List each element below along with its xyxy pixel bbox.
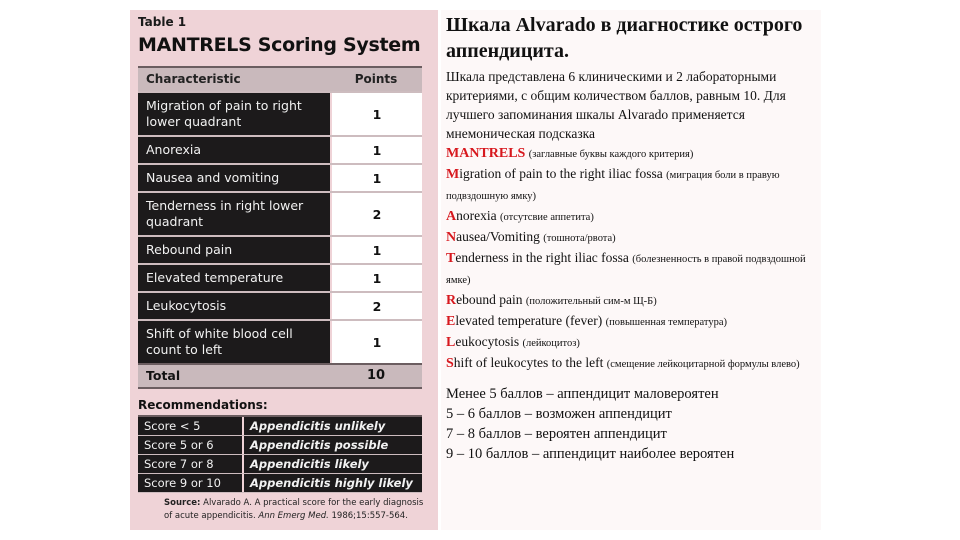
criterion-note: (смещение лейкоцитарной формулы влево) — [606, 359, 800, 370]
recommendation-score: Score 9 or 10 — [138, 474, 242, 492]
row-points: 1 — [332, 237, 422, 263]
mantrels-card — [130, 10, 438, 530]
criterion-line — [446, 227, 817, 248]
table-label: Table 1 — [138, 15, 187, 29]
criterion-line — [446, 248, 817, 290]
source-citation — [138, 497, 430, 523]
total-value: 10 — [366, 368, 386, 383]
row-characteristic: Migration of pain to right lower quadrant — [138, 93, 330, 135]
score-interpretation: Менее 5 баллов – аппендицит маловероятен — [446, 386, 719, 402]
row-characteristic: Shift of white blood cell count to left — [138, 321, 330, 363]
mnemonic-note: (заглавные буквы каждого критерия) — [528, 149, 694, 160]
mnemonic-line — [446, 143, 817, 164]
recommendation-score: Score 7 or 8 — [138, 455, 242, 473]
criterion-text: eukocytosis — [455, 334, 520, 349]
criterion-line — [446, 353, 817, 374]
row-characteristic: Tenderness in right lower quadrant — [138, 193, 330, 235]
recommendation-row — [138, 455, 422, 474]
criterion-note: (болезненность в правой подвздошной ямке) — [446, 254, 806, 286]
table-row — [138, 163, 422, 191]
table-total-row — [138, 363, 422, 389]
criterion-text: levated temperature (fever) — [455, 313, 603, 328]
criterion-text: igration of pain to the right iliac fossa — [459, 166, 663, 181]
row-characteristic: Anorexia — [138, 137, 330, 163]
criterion-note: (миграция боли в правую подвздошную ямку) — [446, 170, 780, 202]
criterion-letter: E — [446, 314, 456, 329]
criterion-note: (лейкоцитоз) — [522, 338, 580, 349]
source-prefix: Source: — [164, 498, 201, 508]
criterion-note: (отсутсвие аппетита) — [499, 212, 594, 223]
score-interpretation: 7 – 8 баллов – вероятен аппендицит — [446, 426, 667, 442]
criterion-text: enderness in the right iliac fossa — [455, 250, 629, 265]
recommendation-row — [138, 436, 422, 455]
table-header-row — [138, 66, 422, 91]
table-row — [138, 291, 422, 319]
header-characteristic: Characteristic — [146, 72, 241, 86]
score-interpretation: 5 – 6 баллов – возможен аппендицит — [446, 406, 672, 422]
row-points: 1 — [332, 265, 422, 291]
criterion-text: ebound pain — [456, 292, 523, 307]
table-row — [138, 135, 422, 163]
criterion-line — [446, 290, 817, 311]
row-characteristic: Rebound pain — [138, 237, 330, 263]
row-points: 2 — [332, 293, 422, 319]
row-characteristic: Nausea and vomiting — [138, 165, 330, 191]
scoring-table — [138, 66, 422, 389]
row-points: 1 — [332, 321, 422, 363]
score-interpretation: 9 – 10 баллов – аппендицит наиболее вероятен — [446, 446, 735, 462]
panel-title: Шкала Alvarado в диагностике острого аппендицита. — [446, 14, 803, 62]
criterion-letter: N — [446, 230, 457, 245]
row-points: 1 — [332, 93, 422, 135]
table-row — [138, 235, 422, 263]
criterion-letter: R — [446, 293, 457, 308]
criterion-note: (тошнота/рвота) — [543, 233, 616, 244]
criterion-line — [446, 206, 817, 227]
recommendation-text: Appendicitis likely — [244, 455, 422, 473]
table-row — [138, 191, 422, 235]
recommendation-text: Appendicitis unlikely — [244, 417, 422, 435]
row-points: 2 — [332, 193, 422, 235]
criterion-letter: L — [446, 335, 456, 350]
source-citation-details: 1986;15:557-564. — [331, 511, 408, 521]
total-label: Total — [146, 368, 181, 383]
recommendation-score: Score < 5 — [138, 417, 242, 435]
table-row — [138, 263, 422, 291]
recommendation-text: Appendicitis highly likely — [244, 474, 422, 492]
row-characteristic: Elevated temperature — [138, 265, 330, 291]
criterion-line — [446, 311, 817, 332]
recommendations-heading: Recommendations: — [138, 398, 268, 412]
criterion-line — [446, 332, 817, 353]
criterion-text: hift of leukocytes to the left — [453, 355, 604, 370]
table-row — [138, 319, 422, 363]
recommendation-row — [138, 417, 422, 436]
recommendation-row — [138, 474, 422, 493]
source-text: Alvarado A. A practical score for the early diagnosis of acute appendicitis. — [164, 498, 424, 521]
criterion-letter: A — [446, 209, 457, 224]
recommendations-table — [138, 415, 422, 493]
row-points: 1 — [332, 137, 422, 163]
alvarado-text-panel — [441, 10, 821, 530]
criterion-note: (положительный сим-м Щ-Б) — [525, 296, 657, 307]
source-journal: Ann Emerg Med. — [258, 511, 329, 521]
spacer — [446, 374, 817, 384]
recommendation-text: Appendicitis possible — [244, 436, 422, 454]
row-characteristic: Leukocytosis — [138, 293, 330, 319]
criterion-line — [446, 164, 817, 206]
mnemonic-word: MANTRELS — [446, 146, 526, 161]
table-row — [138, 91, 422, 135]
header-points: Points — [354, 72, 398, 86]
criterion-letter: M — [446, 167, 460, 182]
recommendation-score: Score 5 or 6 — [138, 436, 242, 454]
criterion-letter: S — [446, 356, 454, 371]
criterion-note: (повышенная температура) — [605, 317, 728, 328]
criterion-text: ausea/Vomiting — [456, 229, 540, 244]
row-points: 1 — [332, 165, 422, 191]
criterion-text: norexia — [456, 208, 497, 223]
table-title: MANTRELS Scoring System — [138, 34, 421, 56]
panel-intro: Шкала представлена 6 клиническими и 2 лабораторными критериями, с общим количеством баллов, равным 10. Для лучшего запоминания шкалы Alvarado применяется мнемоническая подсказка — [446, 69, 786, 141]
criterion-letter: T — [446, 251, 456, 266]
